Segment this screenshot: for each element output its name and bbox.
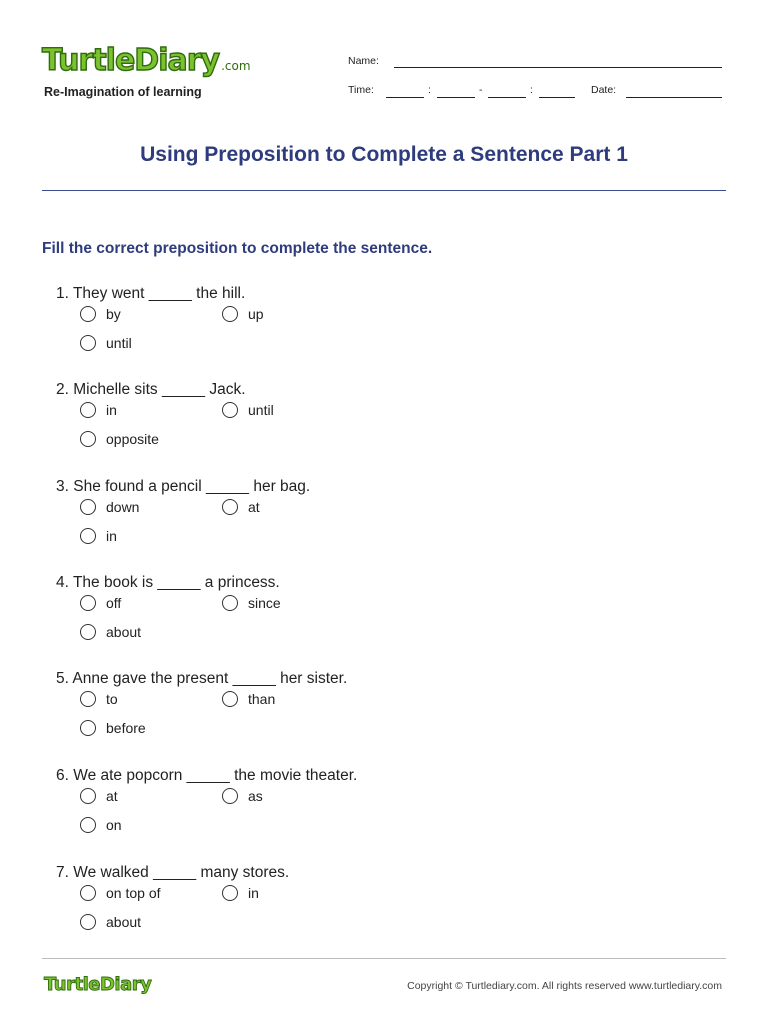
question-7 bbox=[56, 863, 656, 930]
radio-circle-icon[interactable] bbox=[80, 431, 96, 447]
option-radio[interactable] bbox=[80, 691, 118, 707]
logo-text: TurtleDiary bbox=[42, 43, 220, 78]
question-text: 5. Anne gave the present _____ her sister. bbox=[56, 670, 348, 687]
option-label: on top of bbox=[106, 885, 161, 901]
option-label: in bbox=[248, 885, 259, 901]
option-radio[interactable] bbox=[80, 788, 118, 804]
time-label: Time: bbox=[348, 84, 374, 96]
option-radio[interactable] bbox=[222, 788, 263, 804]
radio-circle-icon[interactable] bbox=[80, 306, 96, 322]
time-minute-field[interactable] bbox=[437, 97, 475, 98]
radio-circle-icon[interactable] bbox=[80, 402, 96, 418]
option-radio[interactable] bbox=[80, 720, 146, 736]
copyright-text: Copyright © Turtlediary.com. All rights reserved www.turtlediary.com bbox=[407, 980, 722, 992]
question-text: 1. They went _____ the hill. bbox=[56, 285, 246, 302]
question-3 bbox=[56, 477, 656, 544]
radio-circle-icon[interactable] bbox=[222, 595, 238, 611]
radio-circle-icon[interactable] bbox=[222, 499, 238, 515]
option-label: on bbox=[106, 817, 122, 833]
option-radio[interactable] bbox=[80, 402, 117, 418]
time-separator: : bbox=[428, 84, 431, 96]
option-label: since bbox=[248, 595, 281, 611]
radio-circle-icon[interactable] bbox=[80, 885, 96, 901]
option-label: about bbox=[106, 914, 142, 930]
turtle-diary-logo bbox=[42, 43, 251, 99]
option-radio[interactable] bbox=[222, 499, 260, 515]
name-field[interactable] bbox=[394, 67, 722, 68]
option-radio[interactable] bbox=[80, 431, 159, 447]
question-text: 2. Michelle sits _____ Jack. bbox=[56, 381, 246, 398]
option-radio[interactable] bbox=[80, 885, 161, 901]
option-radio[interactable] bbox=[222, 402, 274, 418]
option-label: than bbox=[248, 691, 276, 707]
option-label: as bbox=[248, 788, 263, 804]
logo-suffix: .com bbox=[221, 59, 251, 73]
question-2 bbox=[56, 380, 656, 447]
option-radio[interactable] bbox=[80, 817, 122, 833]
option-label: opposite bbox=[106, 431, 159, 447]
time-separator: - bbox=[479, 84, 483, 96]
option-label: until bbox=[106, 335, 132, 351]
footer-logo: TurtleDiary bbox=[44, 974, 152, 995]
option-radio[interactable] bbox=[80, 914, 141, 930]
date-label: Date: bbox=[591, 84, 617, 96]
radio-circle-icon[interactable] bbox=[222, 691, 238, 707]
question-5 bbox=[56, 669, 656, 736]
option-label: at bbox=[248, 499, 260, 515]
option-radio[interactable] bbox=[80, 624, 141, 640]
time-separator: : bbox=[530, 84, 533, 96]
time-hour-field[interactable] bbox=[386, 97, 424, 98]
option-radio[interactable] bbox=[80, 306, 121, 322]
radio-circle-icon[interactable] bbox=[80, 499, 96, 515]
radio-circle-icon[interactable] bbox=[80, 720, 96, 736]
option-radio[interactable] bbox=[222, 885, 259, 901]
question-4 bbox=[56, 573, 656, 640]
radio-circle-icon[interactable] bbox=[80, 691, 96, 707]
radio-circle-icon[interactable] bbox=[80, 335, 96, 351]
option-radio[interactable] bbox=[80, 528, 117, 544]
question-1 bbox=[56, 284, 656, 351]
instructions: Fill the correct preposition to complete the sentence. bbox=[42, 240, 433, 257]
radio-circle-icon[interactable] bbox=[222, 402, 238, 418]
option-label: at bbox=[106, 788, 118, 804]
option-label: in bbox=[106, 528, 117, 544]
option-radio[interactable] bbox=[222, 306, 264, 322]
tagline: Re-Imagination of learning bbox=[44, 85, 202, 99]
option-label: off bbox=[106, 595, 122, 611]
option-radio[interactable] bbox=[80, 595, 121, 611]
radio-circle-icon[interactable] bbox=[80, 624, 96, 640]
option-radio[interactable] bbox=[80, 335, 132, 351]
radio-circle-icon[interactable] bbox=[80, 914, 96, 930]
time-end-minute-field[interactable] bbox=[539, 97, 575, 98]
name-label: Name: bbox=[348, 55, 379, 67]
question-6 bbox=[56, 766, 656, 833]
option-radio[interactable] bbox=[222, 691, 275, 707]
option-label: about bbox=[106, 624, 142, 640]
radio-circle-icon[interactable] bbox=[222, 788, 238, 804]
radio-circle-icon[interactable] bbox=[222, 885, 238, 901]
radio-circle-icon[interactable] bbox=[80, 817, 96, 833]
radio-circle-icon[interactable] bbox=[80, 528, 96, 544]
question-text: 6. We ate popcorn _____ the movie theater. bbox=[56, 767, 358, 784]
question-text: 3. She found a pencil _____ her bag. bbox=[56, 478, 311, 495]
option-label: by bbox=[106, 306, 121, 322]
option-radio[interactable] bbox=[222, 595, 281, 611]
option-label: until bbox=[248, 402, 274, 418]
question-text: 7. We walked _____ many stores. bbox=[56, 864, 290, 881]
option-label: to bbox=[106, 691, 118, 707]
date-field[interactable] bbox=[626, 97, 722, 98]
option-label: in bbox=[106, 402, 117, 418]
question-text: 4. The book is _____ a princess. bbox=[56, 574, 280, 591]
radio-circle-icon[interactable] bbox=[80, 595, 96, 611]
option-label: up bbox=[248, 306, 264, 322]
page-title: Using Preposition to Complete a Sentence Part 1 bbox=[140, 143, 628, 166]
time-end-hour-field[interactable] bbox=[488, 97, 526, 98]
option-label: before bbox=[106, 720, 146, 736]
radio-circle-icon[interactable] bbox=[80, 788, 96, 804]
radio-circle-icon[interactable] bbox=[222, 306, 238, 322]
option-label: down bbox=[106, 499, 140, 515]
footer-divider bbox=[42, 958, 726, 959]
option-radio[interactable] bbox=[80, 499, 139, 515]
title-divider bbox=[42, 190, 726, 191]
